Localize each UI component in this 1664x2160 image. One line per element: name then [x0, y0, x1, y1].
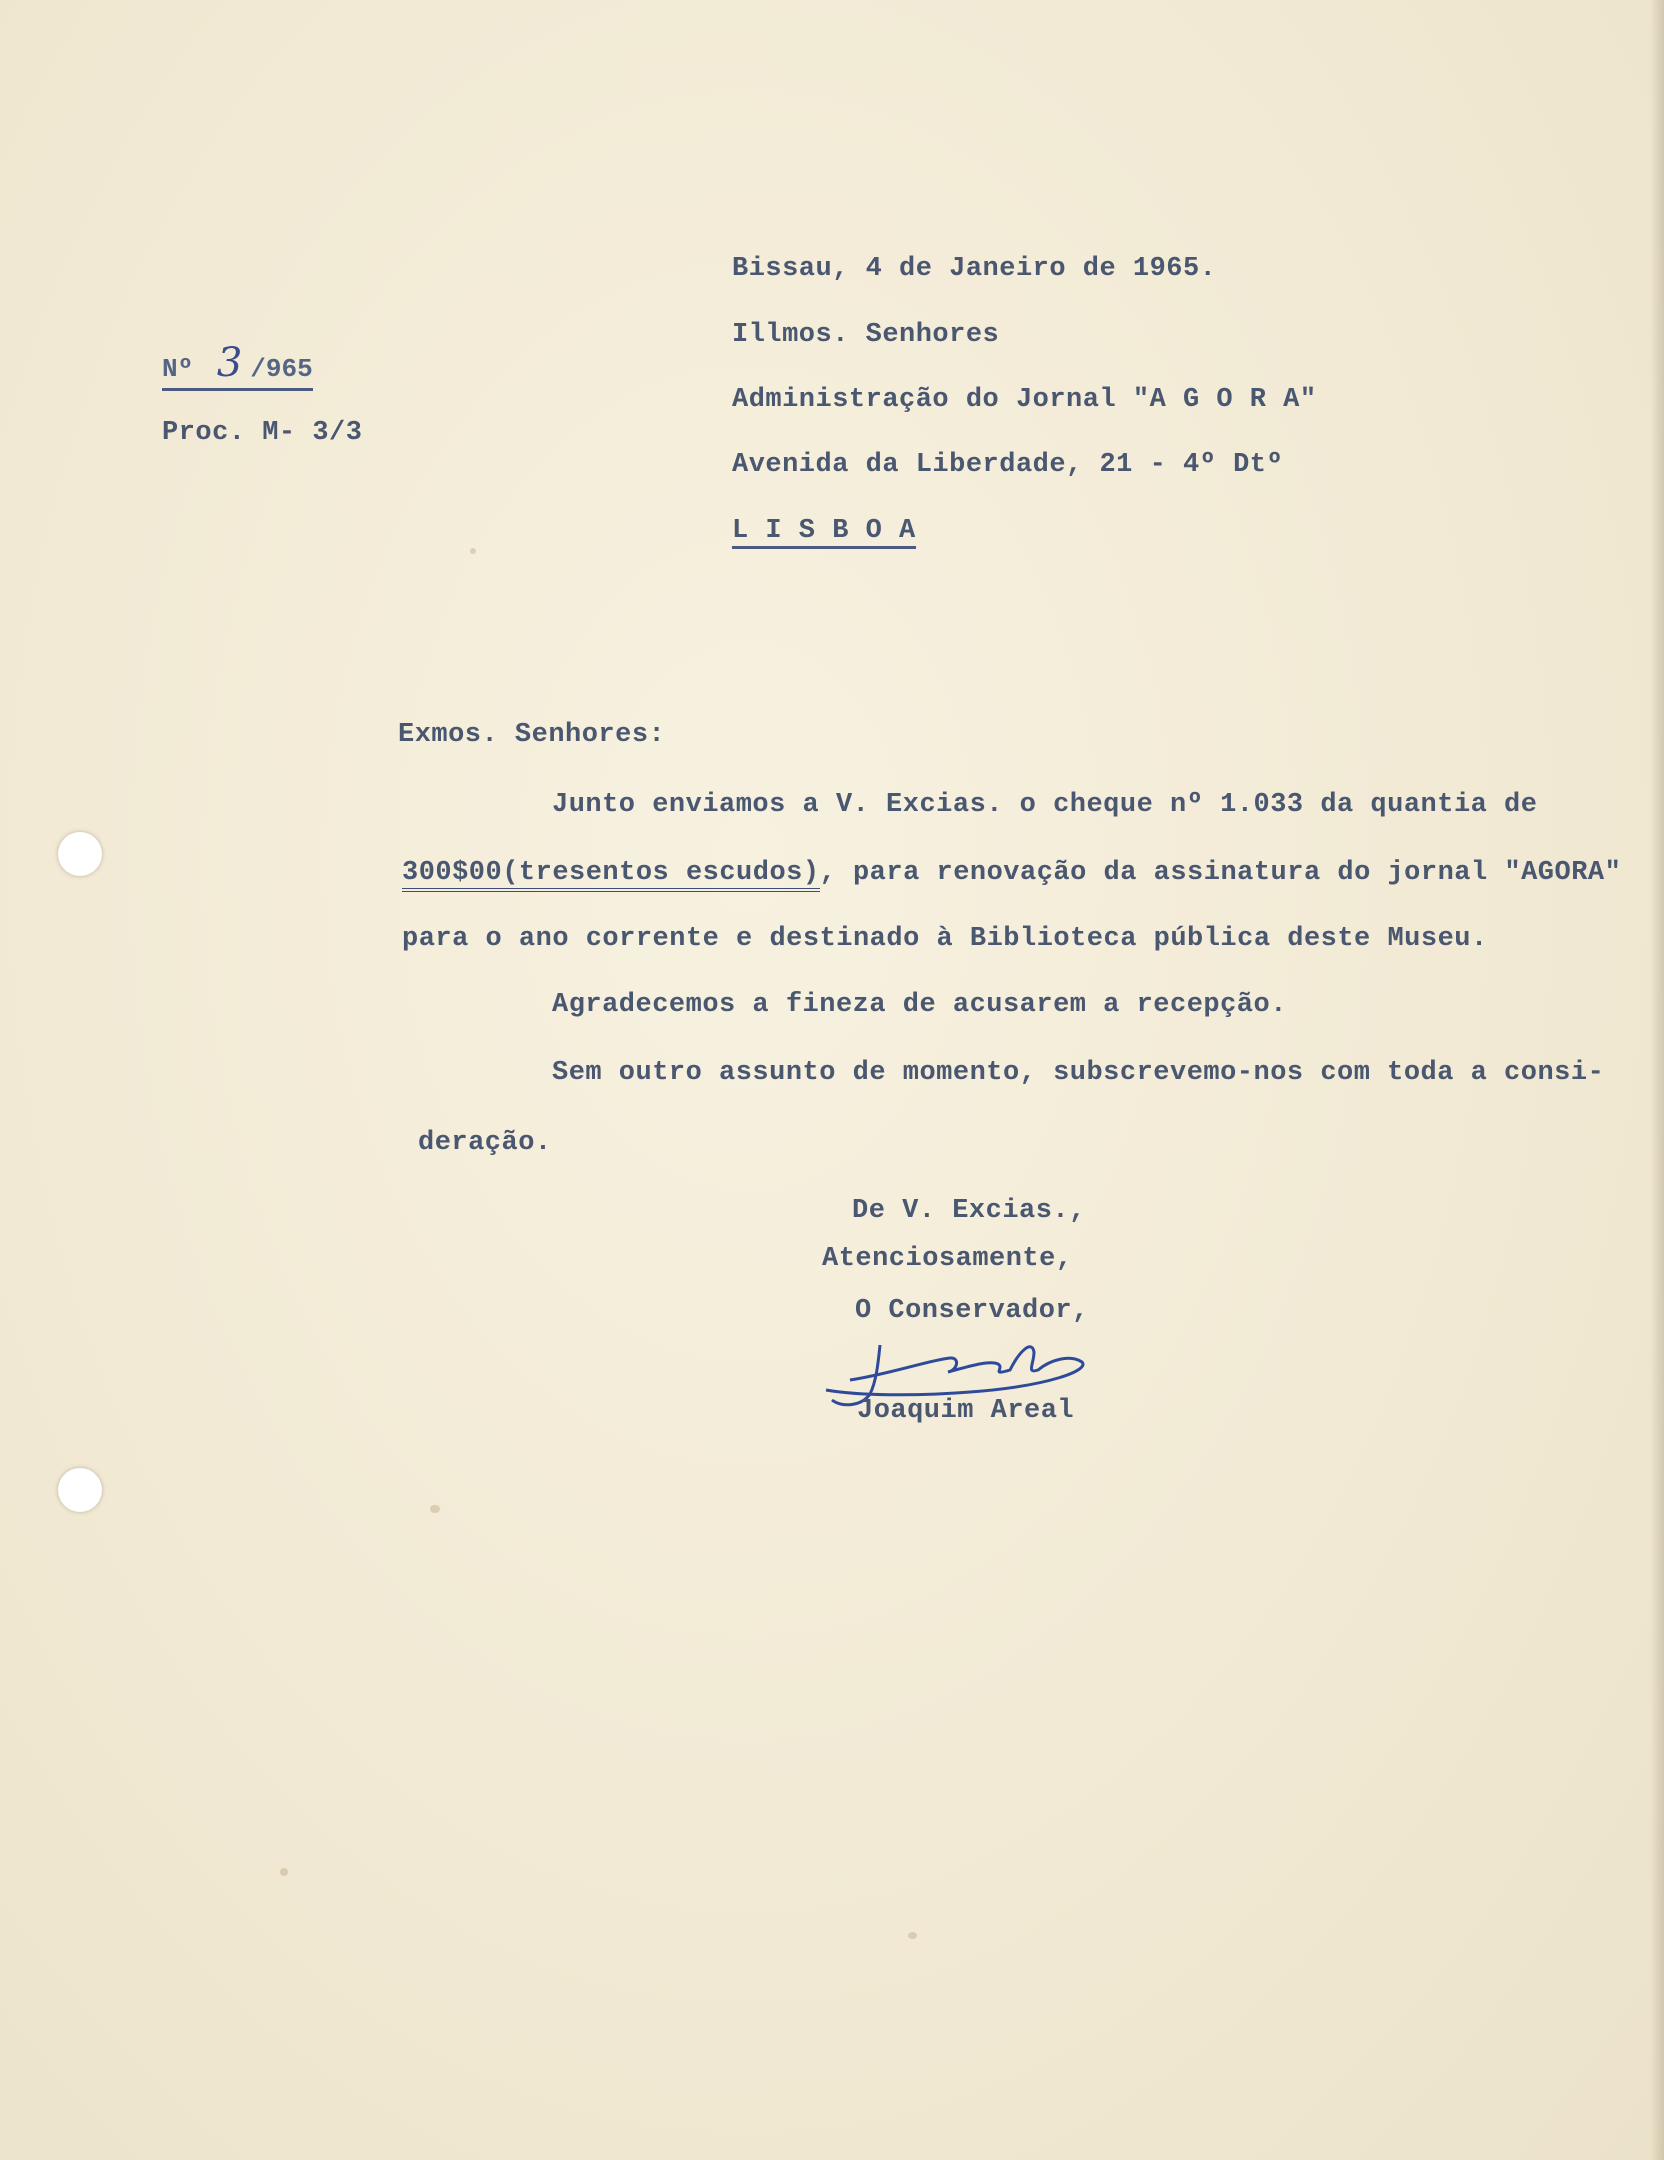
body-line-6: deração.	[418, 1128, 552, 1158]
greeting: Exmos. Senhores:	[398, 720, 666, 750]
reference-year: /965	[250, 354, 313, 384]
punch-hole-bottom	[58, 1468, 102, 1512]
closing-line-1: De V. Excias.,	[852, 1196, 1086, 1226]
closing-line-3: O Conservador,	[855, 1296, 1089, 1326]
body-line-2-rest: , para renovação da assinatura do jornal "AGORA"	[819, 858, 1622, 888]
reference-prefix: Nº	[162, 354, 194, 384]
reference-number	[162, 340, 313, 391]
paper-spot	[908, 1932, 917, 1939]
paper-spot	[430, 1505, 440, 1513]
amount-text: 300$00(tresentos escudos)	[402, 858, 820, 892]
recipient-salutation: Illmos. Senhores	[732, 320, 1000, 350]
body-line-4: Agradecemos a fineza de acusarem a recepção.	[552, 990, 1287, 1020]
date-line: Bissau, 4 de Janeiro de 1965.	[732, 254, 1217, 284]
body-line-2	[402, 858, 1621, 888]
paper-spot	[470, 548, 476, 554]
paper-spot	[280, 1868, 288, 1876]
signatory-name: Joaquim Areal	[857, 1396, 1075, 1426]
recipient-organization: Administração do Jornal "A G O R A"	[732, 385, 1317, 415]
closing-line-2: Atenciosamente,	[822, 1244, 1073, 1274]
paper-edge	[1650, 0, 1664, 2160]
body-line-1: Junto enviamos a V. Excias. o cheque nº 1.033 da quantia de	[552, 790, 1538, 820]
punch-hole-top	[58, 832, 102, 876]
recipient-street: Avenida da Liberdade, 21 - 4º Dtº	[732, 450, 1284, 480]
recipient-city: L I S B O A	[732, 516, 916, 549]
reference-handwritten: 3	[216, 340, 243, 386]
process-reference: Proc. M- 3/3	[162, 418, 363, 448]
body-line-3: para o ano corrente e destinado à Biblioteca pública deste Museu.	[402, 924, 1488, 954]
body-line-5: Sem outro assunto de momento, subscrevemo-nos com toda a consi-	[552, 1058, 1605, 1088]
